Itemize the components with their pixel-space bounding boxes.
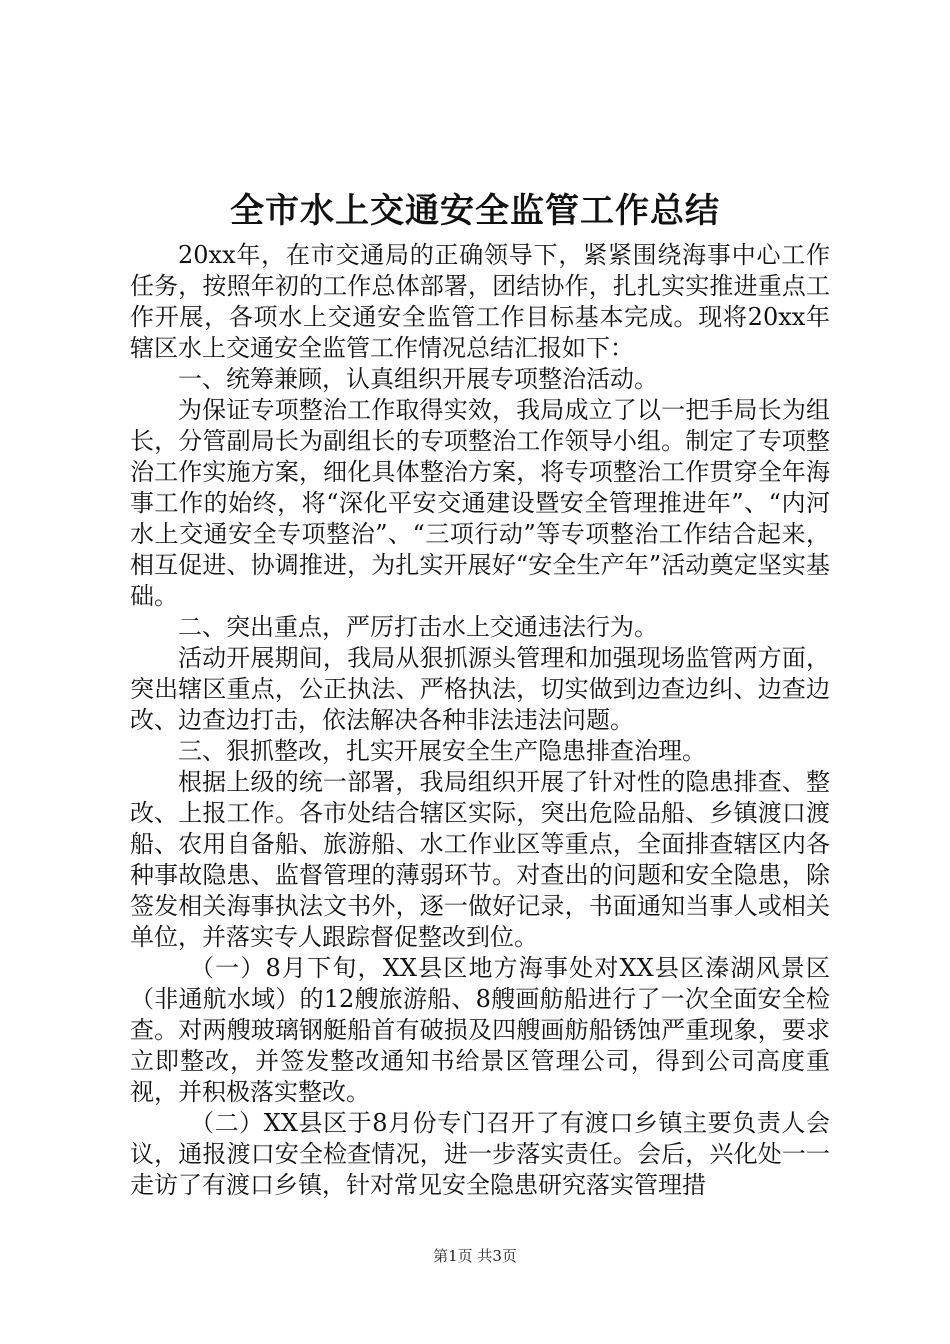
document-body: [130, 240, 830, 1201]
page-footer: 第1页 共3页: [433, 1247, 517, 1265]
document-title: 全市水上交通安全监管工作总结: [230, 191, 720, 231]
intro-paragraph: 20xx年，在市交通局的正确领导下，紧紧围绕海事中心工作任务，按照年初的工作总体部署，团结协作，扎扎实实推进重点工作开展，各项水上交通安全监管工作目标基本完成。现将20xx年辖区水上交通安全监管工作情况总结汇报如下：: [130, 241, 830, 362]
section-paragraph-3: 根据上级的统一部署，我局组织开展了针对性的隐患排查、整改、上报工作。各市处结合辖区实际，突出危险品船、乡镇渡口渡船、农用自备船、旅游船、水工作业区等重点，全面排查辖区内各种事故隐患、监督管理的薄弱环节。对查出的问题和安全隐患，除签发相关海事执法文书外，逐一做好记录，书面通知当事人或相关单位，并落实专人跟踪督促整改到位。: [130, 768, 830, 951]
section-heading-1: 一、统筹兼顾，认真组织开展专项整治活动。: [178, 365, 658, 393]
sub-item-1: （一）8月下旬，XX县区地方海事处对XX县区溱湖风景区（非通航水域）的12艘旅游船、8艘画舫船进行了一次全面安全检查。对两艘玻璃钢艇船首有破损及四艘画舫船锈蚀严重现象，要求立即整改，并签发整改通知书给景区管理公司，得到公司高度重视，并积极落实整改。: [130, 954, 830, 1106]
section-heading-2: 二、突出重点，严厉打击水上交通违法行为。: [178, 613, 658, 641]
section-heading-3: 三、狠抓整改，扎实开展安全生产隐患排查治理。: [178, 737, 706, 765]
sub-item-2: （二）XX县区于8月份专门召开了有渡口乡镇主要负责人会议，通报渡口安全检查情况，进一步落实责任。会后，兴化处一一走访了有渡口乡镇，针对常见安全隐患研究落实管理措: [130, 1109, 830, 1199]
section-paragraph-2: 活动开展期间，我局从狠抓源头管理和加强现场监管两方面，突出辖区重点，公正执法、严格执法，切实做到边查边纠、边查边改、边查边打击，依法解决各种非法违法问题。: [130, 644, 830, 734]
section-paragraph-1: 为保证专项整治工作取得实效，我局成立了以一把手局长为组长，分管副局长为副组长的专项整治工作领导小组。制定了专项整治工作实施方案，细化具体整治方案，将专项整治工作贯穿全年海事工作的始终，将“深化平安交通建设暨安全管理推进年”、“内河水上交通安全专项整治”、“三项行动”等专项整治工作结合起来，相互促进、协调推进，为扎实开展好“安全生产年”活动奠定坚实基础。: [130, 396, 830, 610]
